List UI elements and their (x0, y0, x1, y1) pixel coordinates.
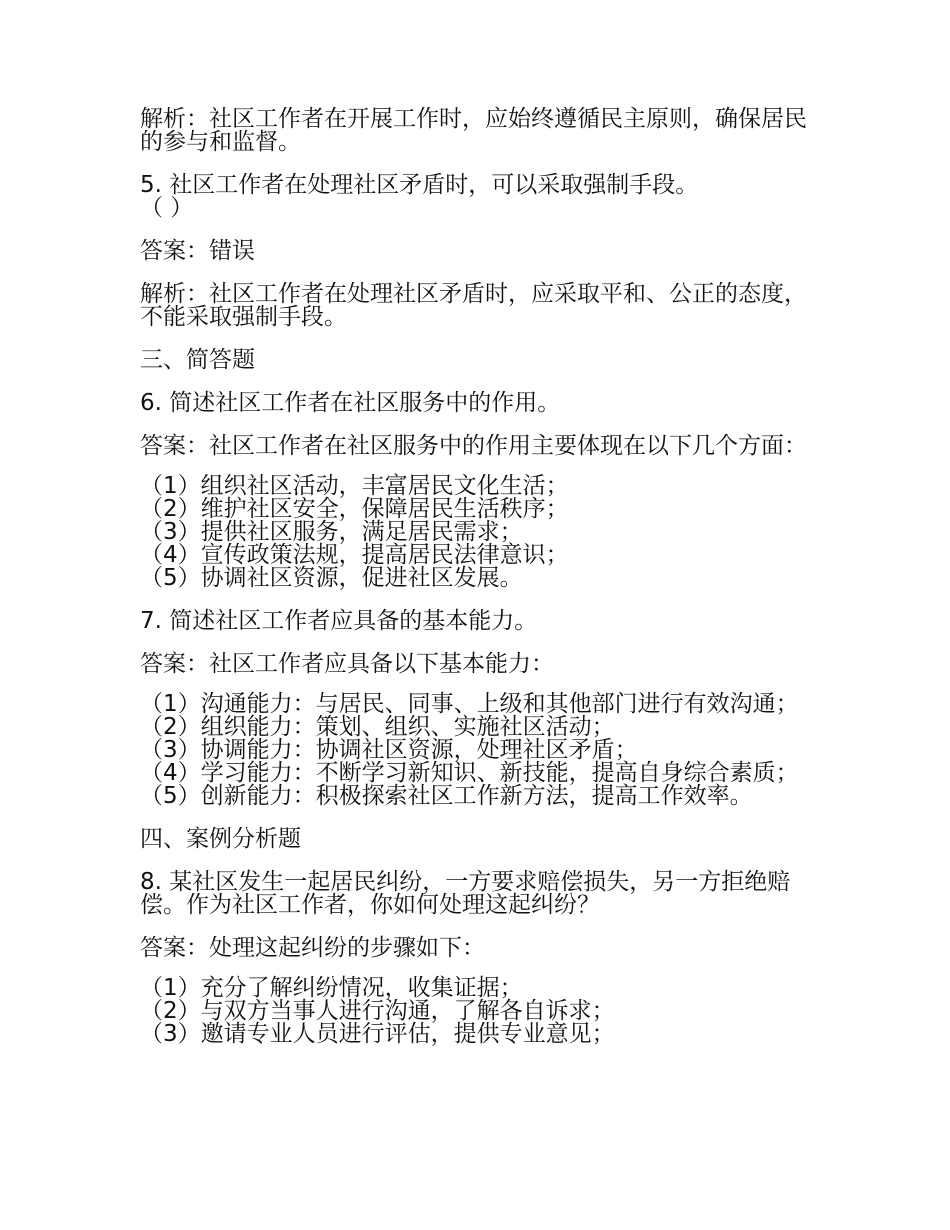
section-heading-3: 三、简答题 (140, 347, 255, 373)
question-8-answer-list (140, 977, 815, 1046)
list-item: （2）与双方当事人进行沟通，了解各自诉求； (140, 998, 615, 1024)
question-8-answer: 答案：处理这起纠纷的步骤如下： (140, 935, 485, 961)
list-item: （2）组织能力：策划、组织、实施社区活动； (140, 714, 615, 740)
list-item: （2）维护社区安全，保障居民生活秩序； (140, 496, 569, 522)
document-page (140, 108, 815, 1066)
list-item: （1）沟通能力：与居民、同事、上级和其他部门进行有效沟通； (140, 691, 799, 717)
question-6-answer: 答案：社区工作者在社区服务中的作用主要体现在以下几个方面： (140, 433, 807, 459)
list-item: （5）创新能力：积极探索社区工作新方法，提高工作效率。 (140, 783, 753, 809)
question-8: 8. 某社区发生一起居民纠纷，一方要求赔偿损失，另一方拒绝赔偿。作为社区工作者，你如何处理这起纠纷？ (140, 869, 791, 918)
list-item: （4）宣传政策法规，提高居民法律意识； (140, 542, 569, 568)
section-heading-4: 四、案例分析题 (140, 826, 301, 852)
question-7: 7. 简述社区工作者应具备的基本能力。 (140, 608, 538, 634)
list-item: （1）充分了解纠纷情况，收集证据； (140, 975, 523, 1001)
list-item: （3）邀请专业人员进行评估，提供专业意见； (140, 1021, 615, 1047)
question-6: 6. 简述社区工作者在社区服务中的作用。 (140, 390, 561, 416)
question-6-answer-list (140, 475, 815, 590)
list-item: （5）协调社区资源，促进社区发展。 (140, 565, 523, 591)
list-item: （3）协调能力：协调社区资源，处理社区矛盾； (140, 737, 638, 763)
question-7-answer: 答案：社区工作者应具备以下基本能力： (140, 651, 554, 677)
list-item: （4）学习能力：不断学习新知识、新技能，提高自身综合素质； (140, 760, 799, 786)
question-5-analysis: 解析：社区工作者在处理社区矛盾时，应采取平和、公正的态度，不能采取强制手段。 (140, 281, 807, 330)
list-item: （1）组织社区活动，丰富居民文化生活； (140, 473, 569, 499)
question-5: 5. 社区工作者在处理社区矛盾时，可以采取强制手段。 (140, 172, 699, 198)
question-7-answer-list (140, 693, 815, 808)
question-5-answer: 答案：错误 (140, 238, 255, 264)
list-item: （3）提供社区服务，满足居民需求； (140, 519, 523, 545)
question-5-answer-blank: （ ） (140, 195, 194, 221)
analysis-paragraph-4: 解析：社区工作者在开展工作时，应始终遵循民主原则，确保居民的参与和监督。 (140, 106, 807, 155)
